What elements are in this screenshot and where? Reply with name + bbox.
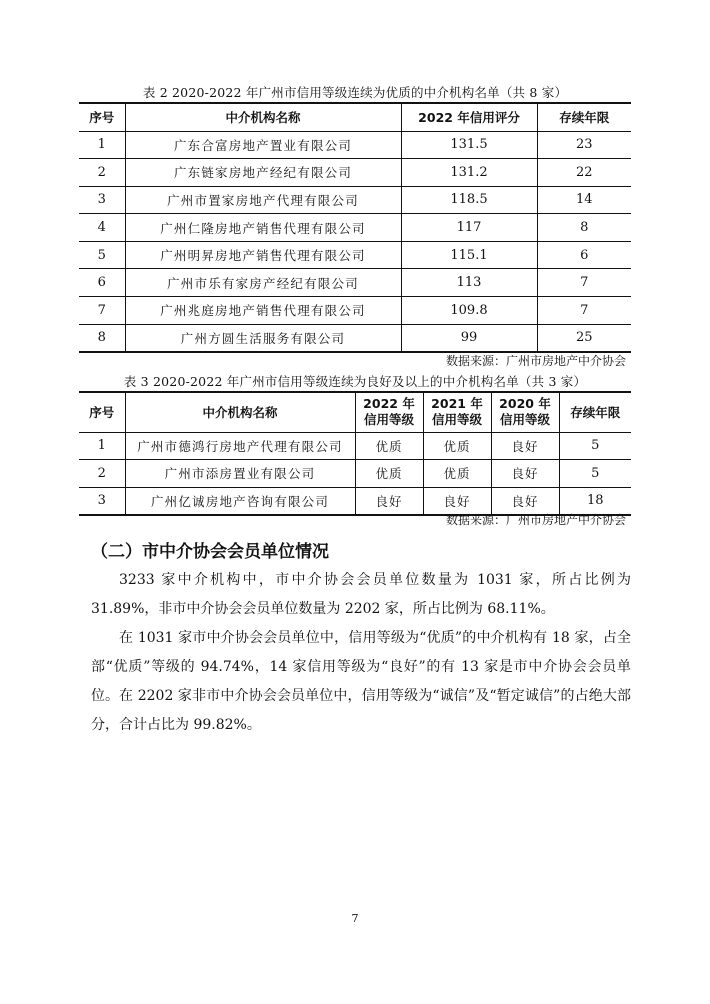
row-years: 18: [559, 487, 631, 515]
table2-header-row: [79, 103, 631, 131]
row-no: 7: [97, 302, 106, 318]
row-grade-2021: 优质: [423, 460, 491, 488]
row-no: 1: [97, 438, 106, 454]
table-row: [79, 432, 631, 460]
row-name: 广州市添房置业有限公司: [125, 460, 355, 488]
table3-header-years: 存续年限: [559, 392, 631, 432]
row-no: 3: [97, 493, 106, 508]
row-no: 3: [97, 192, 106, 208]
row-grade-2021: 良好: [423, 487, 491, 515]
row-name: 广州市德鸿行房地产代理有限公司: [125, 432, 355, 460]
row-name: 广东合富房地产置业有限公司: [125, 131, 401, 159]
row-name: 广州方圆生活服务有限公司: [125, 324, 401, 352]
row-no: 6: [97, 275, 106, 291]
table-row: [79, 186, 631, 214]
row-years: 5: [559, 460, 631, 488]
row-name: 广州仁隆房地产销售代理有限公司: [125, 214, 401, 242]
row-score: 117: [401, 214, 537, 242]
header-grade: 信用等级: [499, 412, 550, 428]
table2: [79, 102, 631, 353]
table2-header-score: 2022 年信用评分: [401, 103, 537, 131]
row-score: 131.2: [401, 159, 537, 187]
table3-header-2021: [423, 392, 491, 432]
row-grade-2020: 良好: [491, 432, 559, 460]
header-year: 2020 年: [499, 396, 551, 412]
table3-header-row: [79, 392, 631, 432]
table2-source: 数据来源：广州市房地产中介协会: [445, 354, 626, 368]
row-no: 8: [97, 330, 106, 346]
table3-header-2022: [355, 392, 423, 432]
table-row: [79, 131, 631, 159]
paragraph: 在 1031 家市中介协会会员单位中，信用等级为“优质”的中介机构有 18 家，占全部“优质”等级的 94.74%，14 家信用等级为“良好”的有 13 家是市中介协会会员单位。: [91, 630, 631, 704]
header-year: 2022 年: [363, 396, 415, 412]
row-years: 25: [537, 324, 631, 352]
row-grade-2020: 良好: [491, 460, 559, 488]
row-years: 6: [537, 241, 631, 269]
row-years: 14: [537, 186, 631, 214]
table-row: [79, 214, 631, 242]
table-row: [79, 159, 631, 187]
row-no: 4: [97, 220, 106, 236]
section-heading: （二）市中介协会会员单位情况: [91, 542, 329, 562]
row-grade-2022: 优质: [355, 460, 423, 488]
table-row: [79, 324, 631, 352]
table2-header-name: 中介机构名称: [125, 103, 401, 131]
row-score: 118.5: [401, 186, 537, 214]
paragraph: 在 2202 家非市中介协会会员单位中，信用等级为“诚信”及“暂定诚信”的占绝大部分，合计占比为 99.82%。: [91, 688, 631, 733]
row-name: 广东链家房地产经纪有限公司: [125, 159, 401, 187]
table3-source: 数据来源：广州市房地产中介协会: [445, 513, 626, 527]
row-score: 113: [401, 269, 537, 297]
row-no: 2: [97, 465, 106, 481]
row-name: 广州兆庭房地产销售代理有限公司: [125, 297, 401, 325]
row-years: 7: [537, 269, 631, 297]
table3-caption: 表 3 2020-2022 年广州市信用等级连续为良好及以上的中介机构名单（共 3 家）: [123, 374, 587, 389]
row-score: 115.1: [401, 241, 537, 269]
table2-header-years: 存续年限: [537, 103, 631, 131]
table-row: [79, 460, 631, 488]
row-years: 5: [559, 432, 631, 460]
row-name: 广州明昇房地产销售代理有限公司: [125, 241, 401, 269]
row-name: 广州市置家房地产代理有限公司: [125, 186, 401, 214]
table-row: [79, 297, 631, 325]
row-score: 131.5: [401, 131, 537, 159]
header-year: 2021 年: [431, 396, 483, 412]
table-row: [79, 269, 631, 297]
paragraph: 3233 家中介机构中，市中介协会会员单位数量为 1031 家，所占比例为 31.89%，非市中介协会会员单位数量为 2202 家，所占比例为 68.11%。: [91, 572, 631, 617]
row-no: 2: [97, 164, 106, 180]
row-grade-2022: 良好: [355, 487, 423, 515]
header-grade: 信用等级: [363, 412, 414, 428]
row-no: 1: [97, 137, 106, 153]
row-years: 22: [537, 159, 631, 187]
table3-header-no: 序号: [89, 405, 115, 421]
table2-header-no: 序号: [89, 110, 115, 126]
table3-header-2020: [491, 392, 559, 432]
row-score: 99: [401, 324, 537, 352]
row-years: 23: [537, 131, 631, 159]
row-grade-2020: 良好: [491, 487, 559, 515]
header-grade: 信用等级: [431, 412, 482, 428]
row-score: 109.8: [401, 297, 537, 325]
row-name: 广州亿诚房地产咨询有限公司: [125, 487, 355, 515]
row-grade-2022: 优质: [355, 432, 423, 460]
page-number: 7: [351, 912, 359, 925]
table-row: [79, 241, 631, 269]
row-years: 8: [537, 214, 631, 242]
table3-header-name: 中介机构名称: [125, 392, 355, 432]
table2-caption: 表 2 2020-2022 年广州市信用等级连续为优质的中介机构名单（共 8 家）: [142, 85, 568, 100]
row-name: 广州市乐有家房产经纪有限公司: [125, 269, 401, 297]
row-years: 7: [537, 297, 631, 325]
table3: [79, 391, 631, 516]
row-grade-2021: 优质: [423, 432, 491, 460]
row-no: 5: [97, 247, 106, 263]
